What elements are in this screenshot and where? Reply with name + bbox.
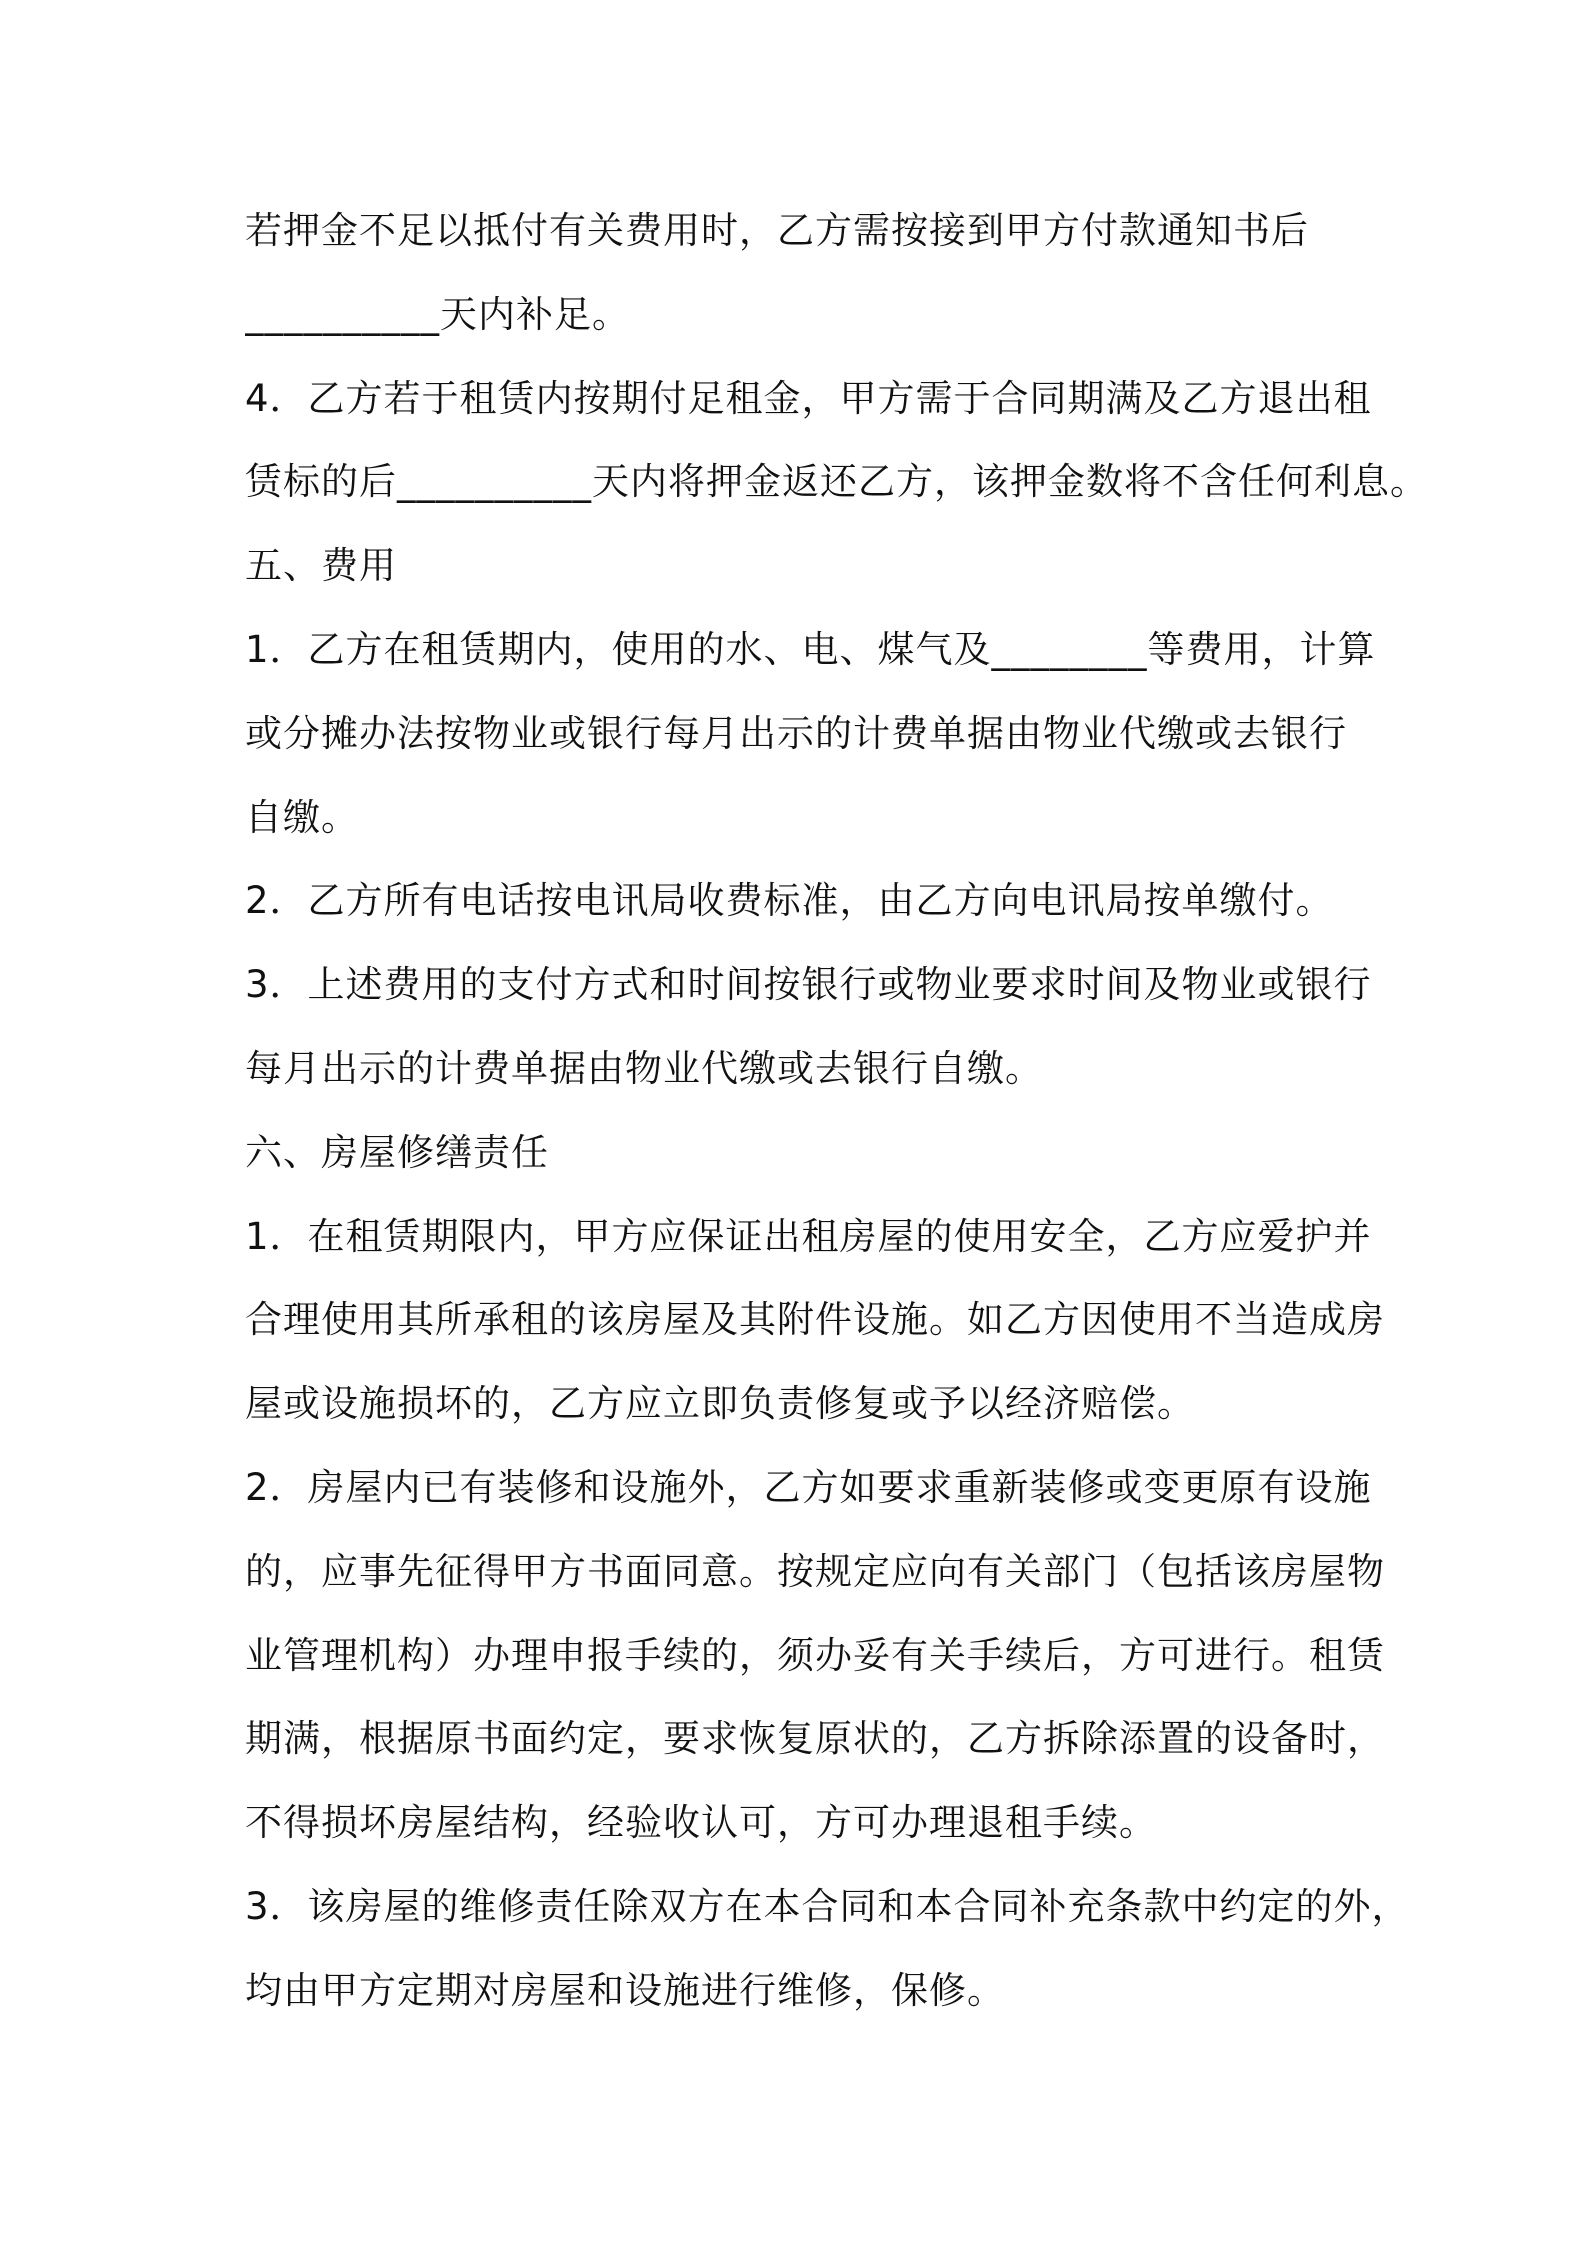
text-line: 1．乙方在租赁期内，使用的水、电、煤气及________等费用，计算 xyxy=(245,627,1376,671)
text-line: 4．乙方若于租赁内按期付足租金，甲方需于合同期满及乙方退出租 xyxy=(245,376,1372,420)
text-line: 不得损坏房屋结构，经验收认可，方可办理退租手续。 xyxy=(245,1801,1157,1845)
text-line: 2．乙方所有电话按电讯局收费标准，由乙方向电讯局按单缴付。 xyxy=(245,879,1334,923)
text-line: 3．上述费用的支付方式和时间按银行或物业要求时间及物业或银行 xyxy=(245,963,1372,1007)
text-line: 若押金不足以抵付有关费用时，乙方需按接到甲方付款通知书后 xyxy=(245,209,1309,252)
text-line: 1．在租赁期限内，甲方应保证出租房屋的使用安全，乙方应爱护并 xyxy=(245,1214,1372,1258)
text-line: 屋或设施损坏的，乙方应立即负责修复或予以经济赔偿。 xyxy=(245,1382,1195,1426)
text-line: 每月出示的计费单据由物业代缴或去银行自缴。 xyxy=(245,1046,1043,1090)
text-line: 业管理机构）办理申报手续的，须办妥有关手续后，方可进行。租赁 xyxy=(245,1633,1385,1677)
text-line: 合理使用其所承租的该房屋及其附件设施。如乙方因使用不当造成房 xyxy=(245,1298,1385,1342)
section-heading-fees: 五、费用 xyxy=(245,544,397,588)
text-line: 赁标的后__________天内将押金返还乙方，该押金数将不含任何利息。 xyxy=(245,460,1428,504)
text-line: 期满，根据原书面约定，要求恢复原状的，乙方拆除添置的设备时， xyxy=(245,1717,1385,1761)
document-body xyxy=(245,189,1495,2033)
text-line: 自缴。 xyxy=(245,795,359,839)
text-line: 2．房屋内已有装修和设施外，乙方如要求重新装修或变更原有设施 xyxy=(245,1465,1372,1509)
text-line: __________天内补足。 xyxy=(245,292,630,336)
section-heading-repair: 六、房屋修缮责任 xyxy=(245,1130,549,1174)
text-line: 或分摊办法按物业或银行每月出示的计费单据由物业代缴或去银行 xyxy=(245,711,1347,755)
text-line: 均由甲方定期对房屋和设施进行维修，保修。 xyxy=(245,1968,1005,2012)
text-line: 3．该房屋的维修责任除双方在本合同和本合同补充条款中约定的外， xyxy=(245,1884,1410,1928)
text-line: 的，应事先征得甲方书面同意。按规定应向有关部门（包括该房屋物 xyxy=(245,1549,1385,1593)
